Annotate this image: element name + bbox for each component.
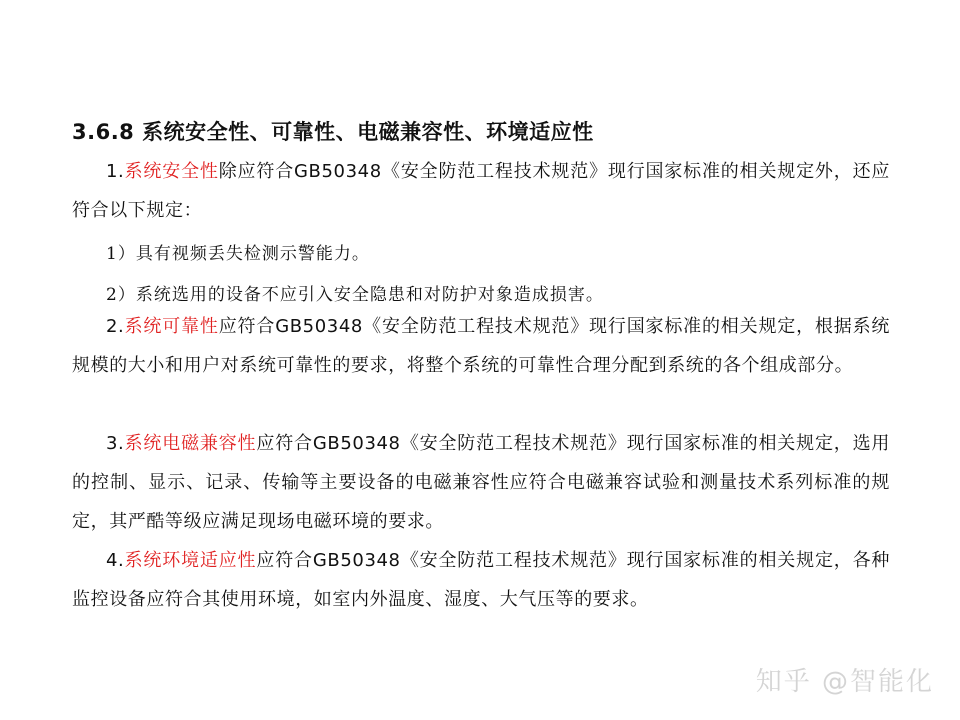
item-text: 应符合GB50348《安全防范工程技术规范》现行国家标准的相关规定，选用的控制、显示、记录、传输等主要设备的电磁兼容性应符合电磁兼容试验和测量技术系列标准的规定，其严酷等级应满足现场电磁环境的要求。 xyxy=(72,433,891,532)
paragraph-2 xyxy=(72,307,890,385)
item-number: 3. xyxy=(106,433,125,454)
item-text: 除应符合GB50348《安全防范工程技术规范》现行国家标准的相关规定外，还应符合以下规定： xyxy=(72,161,890,221)
highlight-term: 系统可靠性 xyxy=(124,316,219,337)
section-heading: 3.6.8 系统安全性、可靠性、电磁兼容性、环境适应性 xyxy=(72,120,594,144)
item-number: 1. xyxy=(106,161,125,182)
highlight-term: 系统安全性 xyxy=(124,161,219,182)
paragraph-1 xyxy=(72,152,890,230)
highlight-term: 系统环境适应性 xyxy=(124,550,257,571)
item-number: 2. xyxy=(106,316,125,337)
highlight-term: 系统电磁兼容性 xyxy=(124,433,257,454)
paragraph-4 xyxy=(72,541,890,619)
subitem-1: 1）具有视频丢失检测示警能力。 xyxy=(106,244,370,264)
item-number: 4. xyxy=(106,550,125,571)
item-text: 应符合GB50348《安全防范工程技术规范》现行国家标准的相关规定，各种监控设备应符合其使用环境，如室内外温度、湿度、大气压等的要求。 xyxy=(72,550,891,610)
subitem-2: 2）系统选用的设备不应引入安全隐患和对防护对象造成损害。 xyxy=(106,285,604,305)
paragraph-3 xyxy=(72,424,890,541)
watermark: 知乎 @智能化 xyxy=(755,667,934,697)
item-text: 应符合GB50348《安全防范工程技术规范》现行国家标准的相关规定，根据系统规模的大小和用户对系统可靠性的要求，将整个系统的可靠性合理分配到系统的各个组成部分。 xyxy=(72,316,890,376)
